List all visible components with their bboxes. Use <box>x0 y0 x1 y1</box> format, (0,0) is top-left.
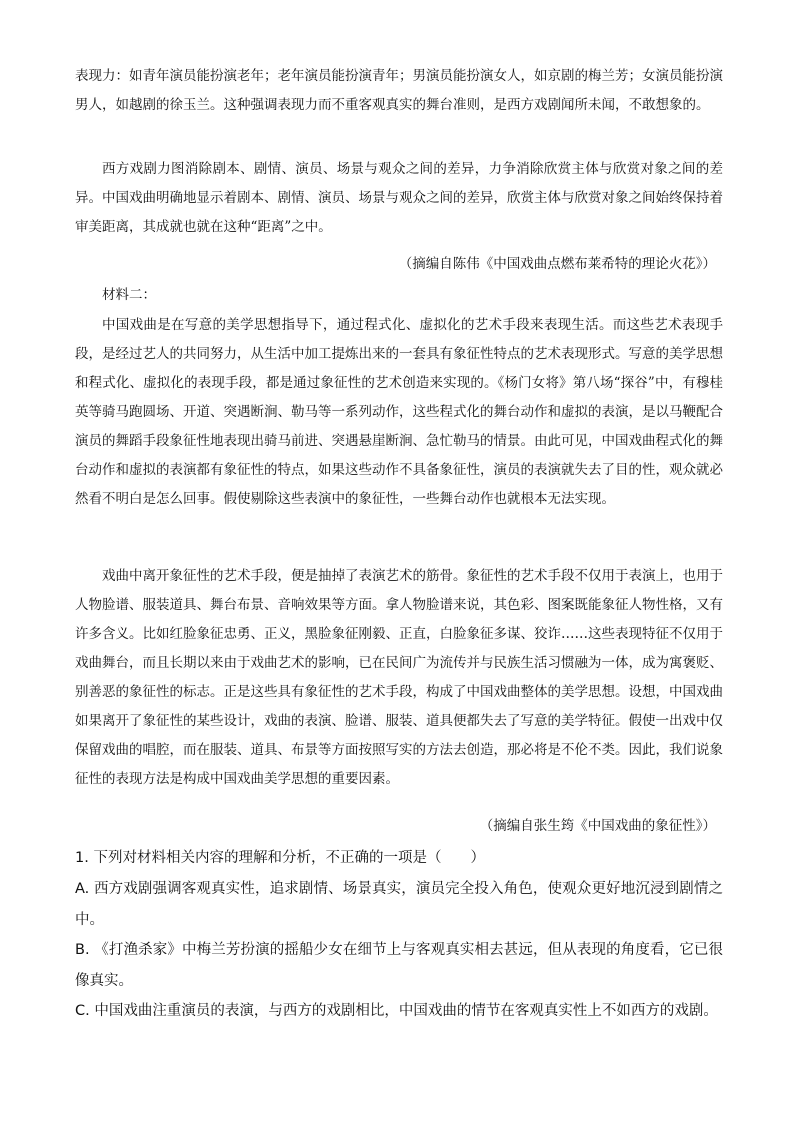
option-c: C. 中国戏曲注重演员的表演，与西方的戏剧相比，中国戏曲的情节在客观真实性上不如西方的戏剧。 <box>75 1003 718 1019</box>
material-two-paragraph-2: 戏曲中离开象征性的艺术手段，便是抽掉了表演艺术的筋骨。象征性的艺术手段不仅用于表演上，也用于人物脸谱、服装道具、舞台布景、音响效果等方面。拿人物脸谱来说，其色彩、图案既能象征人物性格，又有许多含义。比如红脸象征忠勇、正义，黑脸象征刚毅、正直，白脸象征多谋、狡诈……这些表现特征不仅用于戏曲舞台，而且长期以来由于戏曲艺术的影响，已在民间广为流传并与民族生活习惯融为一体，成为寓褒贬、别善恶的象征性的标志。正是这些具有象征性的艺术手段，构成了中国戏曲整体的美学思想。设想，中国戏曲如果离开了象征性的某些设计，戏曲的表演、脸谱、服装、道具便都失去了写意的美学特征。假使一出戏中仅保留戏曲的唱腔，而在服装、道具、布景等方面按照写实的方法去创造，那必将是不伦不类。因此，我们说象征性的表现方法是构成中国戏曲美学思想的重要因素。 <box>75 568 723 787</box>
material-two-heading: 材料二： <box>102 287 156 303</box>
material-one-paragraph-2: 西方戏剧力图消除剧本、剧情、演员、场景与观众之间的差异，力争消除欣赏主体与欣赏对象之间的差异。中国戏曲明确地显示着剧本、剧情、演员、场景与观众之间的差异，欣赏主体与欣赏对象之间始终保持着审美距离，其成就也就在这种“距离”之中。 <box>75 161 723 235</box>
material-one-paragraph-1: 表现力：如青年演员能扮演老年；老年演员能扮演青年；男演员能扮演女人，如京剧的梅兰芳；女演员能扮演男人，如越剧的徐玉兰。这种强调表现力而不重客观真实的舞台准则，是西方戏剧闻所未闻，不敢想象的。 <box>75 68 723 113</box>
material-two-source: （摘编自张生筠《中国戏曲的象征性》） <box>479 818 716 834</box>
material-two-paragraph-1: 中国戏曲是在写意的美学思想指导下，通过程式化、虚拟化的艺术手段来表现生活。而这些艺术表现手段，是经过艺人的共同努力，从生活中加工提炼出来的一套具有象征性特点的艺术表现形式。写意的美学思想和程式化、虚拟化的表现手段，都是通过象征性的艺术创造来实现的。《杨门女将》第八场“探谷”中，有穆桂英等骑马跑圆场、开道、突遇断涧、勒马等一系列动作，这些程式化的舞台动作和虚拟的表演，是以马鞭配合演员的舞蹈手段象征性地表现出骑马前进、突遇悬崖断涧、急忙勒马的情景。由此可见，中国戏曲程式化的舞台动作和虚拟的表演都有象征性的特点，如果这些动作不具备象征性，演员的表演就失去了目的性，观众就必然看不明白是怎么回事。假使剔除这些表演中的象征性，一些舞台动作也就根本无法实现。 <box>75 317 723 507</box>
material-one-source: （摘编自陈伟《中国戏曲点燃布莱希特的理论火花》） <box>398 256 716 272</box>
option-b: B. 《打渔杀家》中梅兰芳扮演的摇船少女在细节上与客观真实相去甚远，但从表现的角度看，它已很像真实。 <box>75 942 723 989</box>
option-a: A. 西方戏剧强调客观真实性，追求剧情、场景真实，演员完全投入角色，使观众更好地沉浸到剧情之中。 <box>75 881 723 928</box>
question-stem: 1. 下列对材料相关内容的理解和分析，不正确的一项是（ ） <box>75 850 485 866</box>
